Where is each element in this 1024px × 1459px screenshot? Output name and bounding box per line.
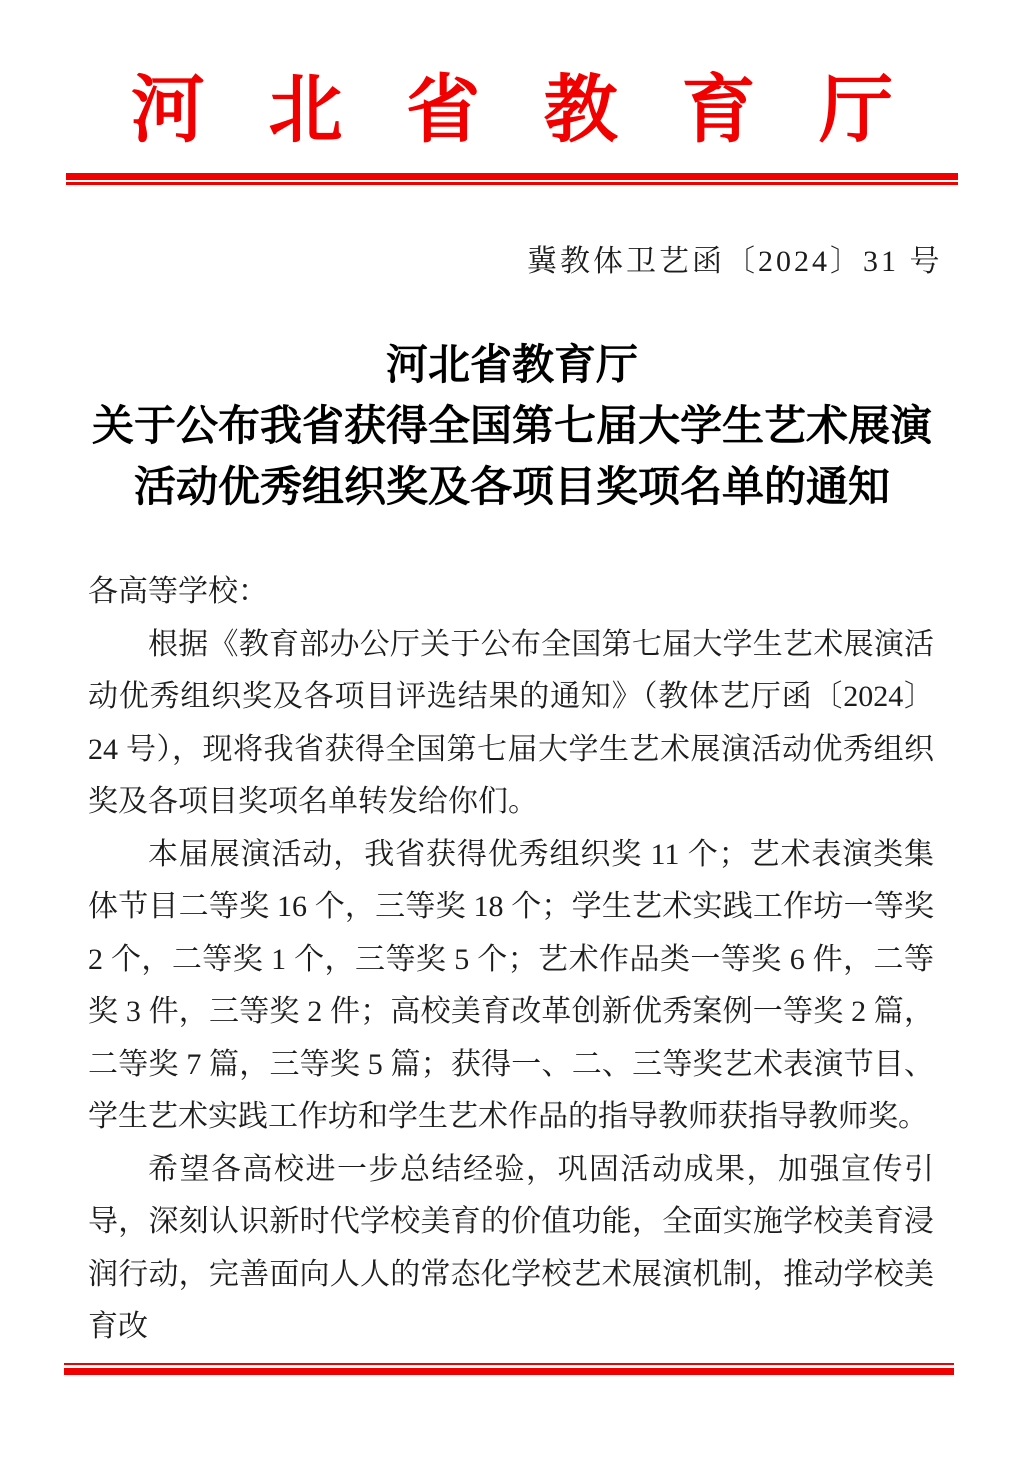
- document-body: [88, 566, 934, 1354]
- letterhead-double-rule: [66, 173, 958, 185]
- salutation: 各高等学校：: [88, 575, 268, 608]
- red-letterhead: [66, 70, 958, 152]
- body-paragraph-3: 希望各高校进一步总结经验，巩固活动成果，加强宣传引导，深刻认识新时代学校美育的价值功能，全面实施学校美育浸润行动，完善面向人人的常态化学校艺术展演机制，推动学校美育改: [88, 1152, 934, 1343]
- footer-double-rule: [64, 1363, 954, 1375]
- title-line-3: 活动优秀组织奖及各项目奖项名单的通知: [133, 465, 890, 511]
- title-line-1: 河北省教育厅: [385, 343, 638, 389]
- body-paragraph-1: 根据《教育部办公厅关于公布全国第七届大学生艺术展演活动优秀组织奖及各项目评选结果的通知》（教体艺厅函〔2024〕24 号），现将我省获得全国第七届大学生艺术展演活动优秀组织奖及各项目奖项名单转发给你们。: [88, 627, 934, 818]
- agency-name: 河北省教育厅: [130, 70, 957, 152]
- document-title: [88, 336, 936, 519]
- title-line-2: 关于公布我省获得全国第七届大学生艺术展演: [91, 404, 932, 450]
- document-reference-number: 冀教体卫艺函〔2024〕31 号: [527, 245, 943, 278]
- body-paragraph-2: 本届展演活动，我省获得优秀组织奖 11 个；艺术表演类集体节目二等奖 16 个，三等奖 18 个；学生艺术实践工作坊一等奖 2 个，二等奖 1 个，三等奖 5 个；艺术作品类一等奖 6 件，二等奖 3 件，三等奖 2 件；高校美育改革创新优秀案例一等奖 2 篇，二等奖 7 篇，三等奖 5 篇；获得一、二、三等奖艺术表演节目、学生艺术实践工作坊和学生艺术作品的指导教师获指导教师奖。: [88, 837, 934, 1133]
